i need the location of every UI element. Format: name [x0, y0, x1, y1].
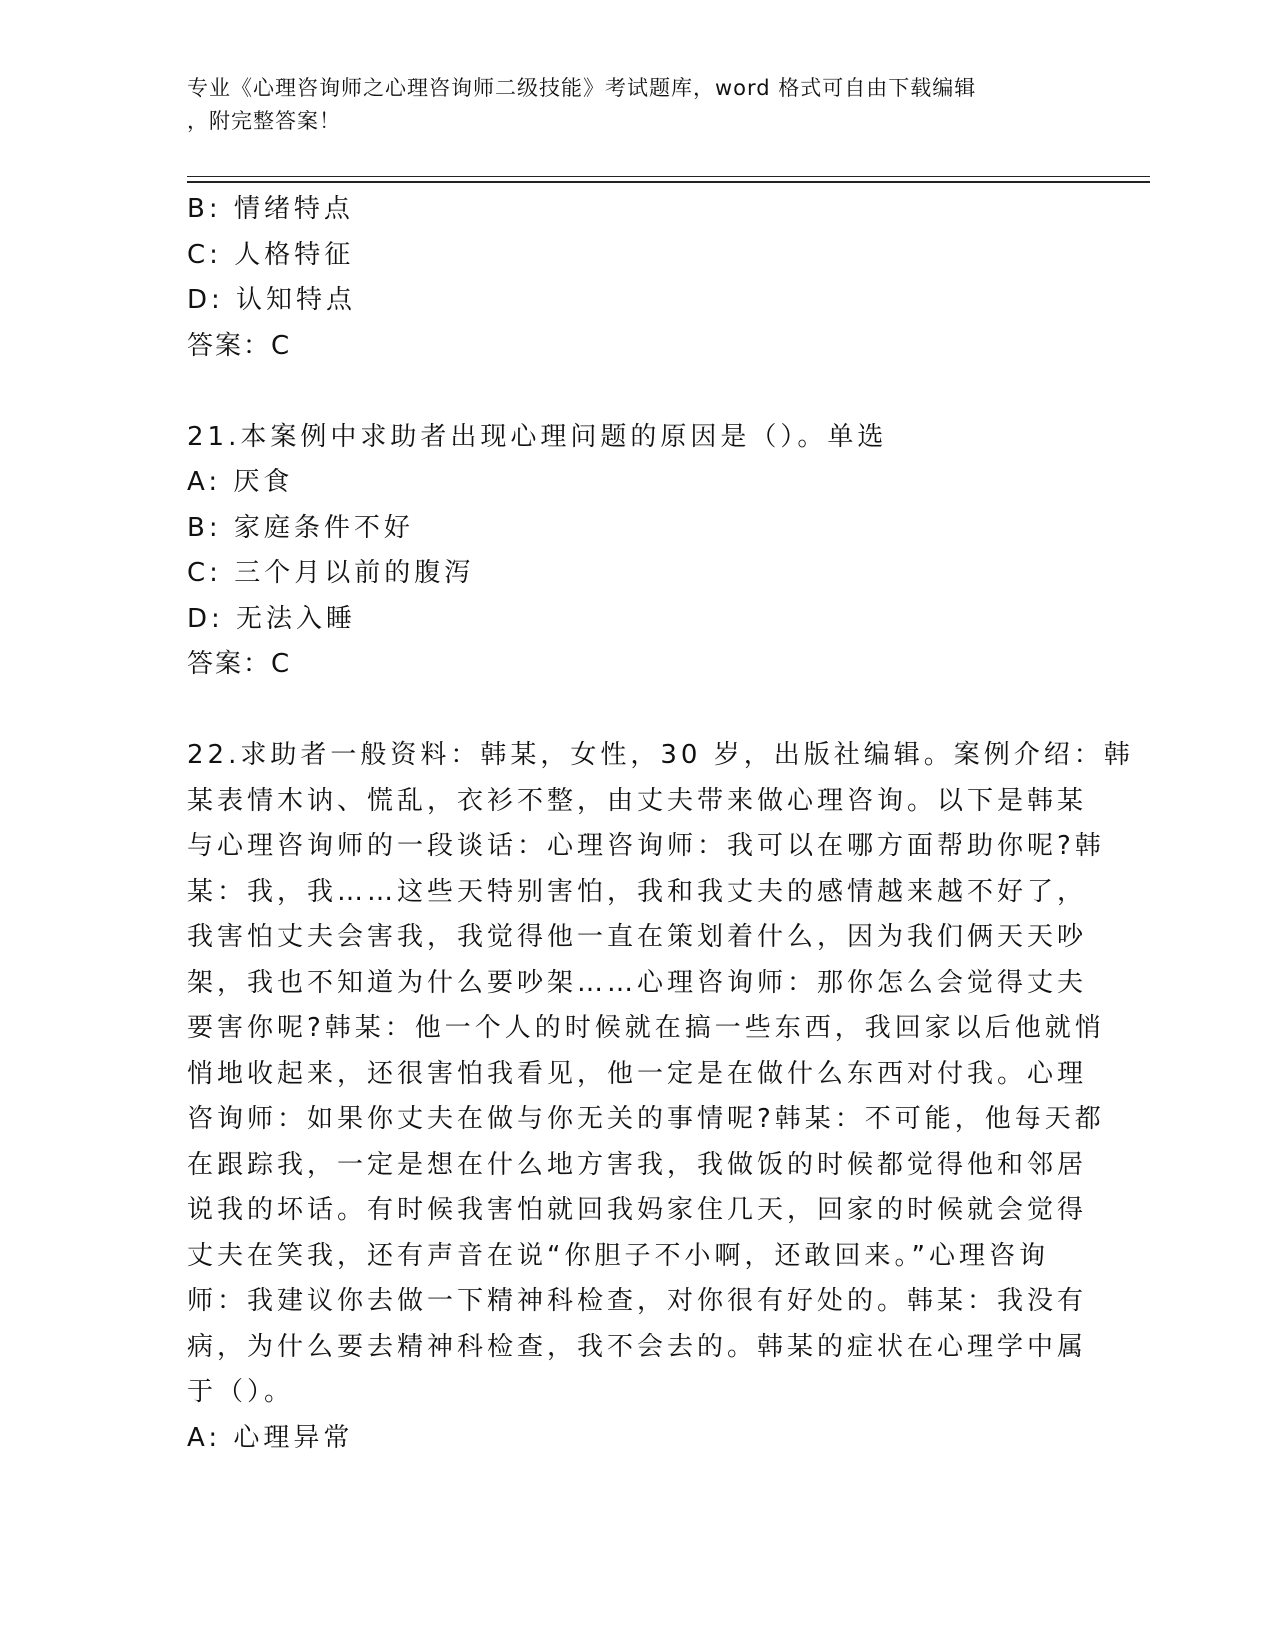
spacer	[187, 369, 1087, 415]
question-stem-line: 悄地收起来，还很害怕我看见，他一定是在做什么东西对付我。心理	[187, 1058, 1088, 1089]
question-21	[187, 415, 1087, 688]
option-text: 三个月以前的腹泻	[234, 558, 475, 588]
question-stem: 21.本案例中求助者出现心理问题的原因是（）。单选	[187, 421, 888, 452]
answer-line	[187, 642, 1087, 688]
option-d	[187, 278, 1087, 324]
option-text: 厌食	[233, 467, 294, 497]
option-c	[187, 233, 1087, 279]
document-header	[187, 72, 1087, 138]
option-text: 情绪特点	[233, 194, 354, 224]
option-text: 人格特征	[234, 239, 355, 270]
option-d	[187, 597, 1087, 643]
header-rule-thick	[187, 181, 1150, 183]
question-stem-line: 病，为什么要去精神科检查，我不会去的。韩某的症状在心理学中属	[187, 1331, 1088, 1362]
spacer	[187, 688, 1087, 734]
option-b	[187, 506, 1087, 552]
question-stem-line: 要害你呢?韩某：他一个人的时候就在搞一些东西，我回家以后他就悄	[187, 1013, 1105, 1043]
question-stem-line: 22.求助者一般资料：韩某，女性，30 岁，出版社编辑。案例介绍：韩	[187, 740, 1134, 770]
question-22	[187, 733, 1134, 1461]
option-letter: A:	[187, 467, 222, 497]
question-stem-line: 我害怕丈夫会害我，我觉得他一直在策划着什么，因为我们俩天天吵	[187, 922, 1088, 952]
answer-label: 答案：	[187, 330, 272, 361]
option-text: 心理异常	[233, 1422, 354, 1453]
question-stem-line: 与心理咨询师的一段谈话：心理咨询师：我可以在哪方面帮助你呢?韩	[187, 831, 1105, 861]
option-letter: A:	[187, 1422, 222, 1453]
question-stem-line: 丈夫在笑我，还有声音在说“你胆子不小啊，还敢回来。”心理咨询	[187, 1240, 1049, 1271]
option-letter: B:	[187, 194, 222, 224]
option-text: 家庭条件不好	[233, 512, 414, 543]
option-text: 认知特点	[236, 285, 357, 315]
answer-label: 答案：	[187, 649, 272, 679]
option-letter: C:	[187, 239, 222, 270]
option-letter: C:	[187, 558, 222, 588]
option-a	[187, 460, 1087, 506]
option-c	[187, 551, 1087, 597]
question-stem-line: 师：我建议你去做一下精神科检查，对你很有好处的。韩某：我没有	[187, 1286, 1088, 1316]
question-stem-line: 某表情木讷、慌乱，衣衫不整，由丈夫带来做心理咨询。以下是韩某	[187, 785, 1088, 816]
prev-question	[187, 187, 1087, 369]
option-letter: D:	[187, 603, 224, 634]
question-stem-line: 咨询师：如果你丈夫在做与你无关的事情呢?韩某：不可能，他每天都	[187, 1104, 1105, 1134]
option-a	[187, 1416, 1087, 1462]
option-letter: D:	[187, 285, 224, 315]
question-content	[187, 187, 1134, 1461]
question-stem-line: 某：我，我……这些天特别害怕，我和我丈夫的感情越来越不好了，	[187, 876, 1088, 907]
option-b	[187, 187, 1087, 233]
answer-line	[187, 324, 1087, 370]
header-rule-thin	[187, 176, 1150, 177]
option-letter: B:	[187, 512, 222, 543]
header-line-2: ，附完整答案！	[187, 109, 341, 133]
answer-value: C	[271, 330, 294, 361]
answer-value: C	[271, 649, 294, 679]
option-text: 无法入睡	[236, 603, 357, 634]
question-stem-line: 在跟踪我，一定是想在什么地方害我，我做饭的时候都觉得他和邻居	[187, 1149, 1088, 1180]
question-stem-line: 于（）。	[187, 1377, 295, 1407]
question-stem-line: 说我的坏话。有时候我害怕就回我妈家住几天，回家的时候就会觉得	[187, 1195, 1088, 1225]
question-stem-line: 架，我也不知道为什么要吵架……心理咨询师：那你怎么会觉得丈夫	[187, 967, 1088, 998]
header-line-1: 专业《心理咨询师之心理咨询师二级技能》考试题库，word 格式可自由下载编辑	[187, 76, 977, 100]
